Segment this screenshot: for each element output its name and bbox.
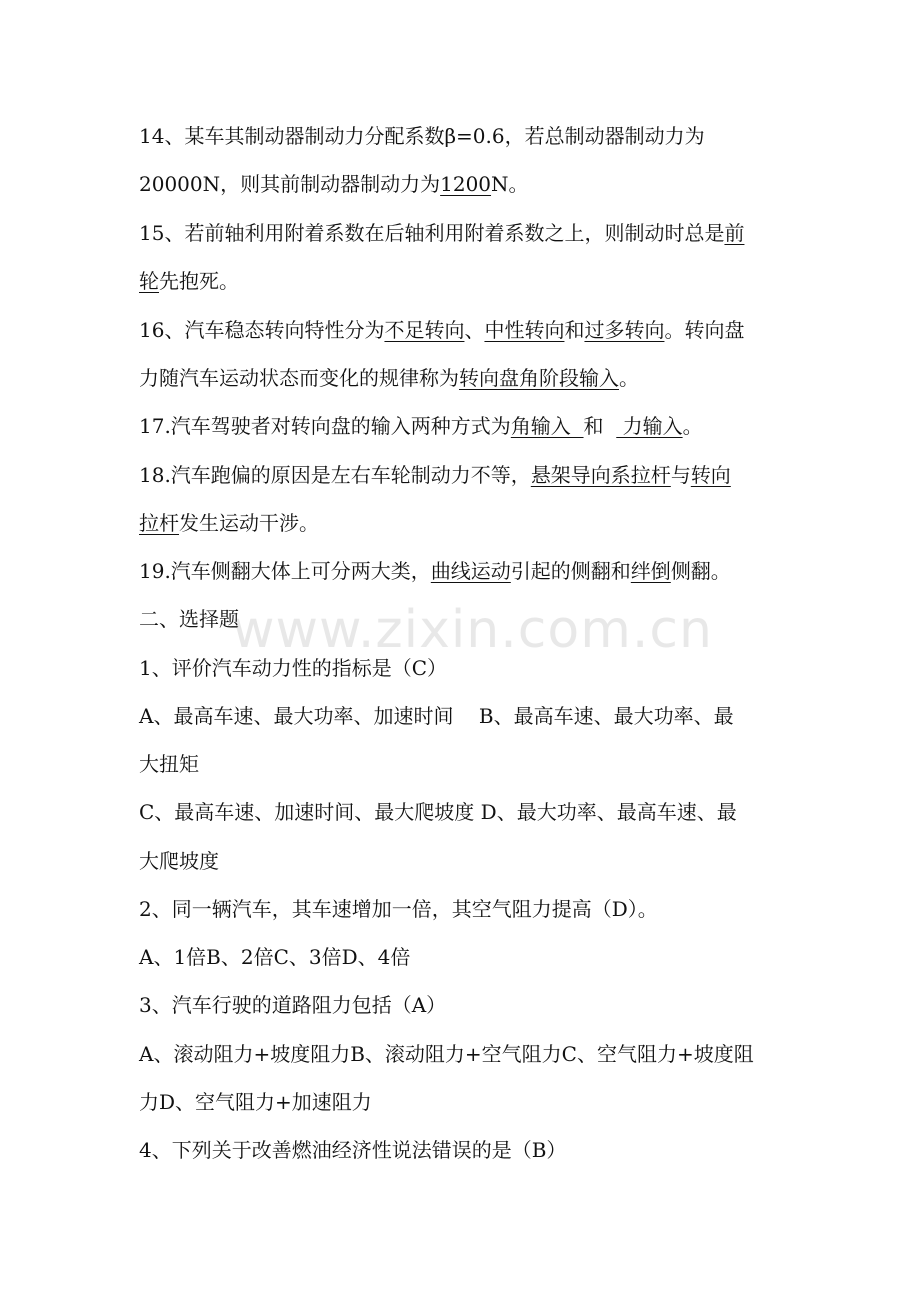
answer-blank: 绊倒	[630, 559, 671, 583]
answer-blank: 转向	[690, 463, 731, 487]
choice-question-3: 3、汽车行驶的道路阻力包括（A）	[139, 993, 447, 1017]
answer-blank: 力输入	[616, 414, 683, 438]
answer-blank: 1200	[440, 172, 492, 196]
choice-options-3b: 力D、空气阻力+加速阻力	[139, 1090, 372, 1114]
answer-blank: 中性转向	[484, 318, 565, 342]
q18-line-1: 18.汽车跑偏的原因是左右车轮制动力不等，悬架导向系拉杆与转向	[139, 463, 731, 487]
q18-line-2: 拉杆发生运动干涉。	[139, 511, 319, 535]
section-heading: 二、选择题	[139, 607, 239, 631]
choice-options-3a: A、滚动阻力+坡度阻力B、滚动阻力+空气阻力C、空气阻力+坡度阻	[139, 1042, 754, 1066]
q16-line-1: 16、汽车稳态转向特性分为不足转向、中性转向和过多转向。转向盘	[139, 318, 745, 342]
choice-options-1b: 大扭矩	[139, 752, 199, 776]
answer-blank: 角输入	[510, 414, 584, 438]
choice-question-2: 2、同一辆汽车，其车速增加一倍，其空气阻力提高（D）。	[139, 897, 658, 921]
answer-blank: 过多转向	[584, 318, 665, 342]
choice-options-1d: 大爬坡度	[139, 849, 219, 873]
q17-line: 17.汽车驾驶者对转向盘的输入两种方式为角输入 和 力输入。	[139, 414, 703, 438]
watermark: www.zixin.com.cn	[232, 600, 713, 660]
q14-line-2: 20000N，则其前制动器制动力为1200N。	[139, 172, 529, 196]
choice-options-1a: A、最高车速、最大功率、加速时间 B、最高车速、最大功率、最	[139, 704, 734, 728]
answer-blank: 轮	[139, 269, 159, 293]
answer-blank: 不足转向	[384, 318, 465, 342]
choice-question-1: 1、评价汽车动力性的指标是（C）	[139, 656, 448, 680]
choice-question-4: 4、下列关于改善燃油经济性说法错误的是（B）	[139, 1138, 567, 1162]
choice-options-1c: C、最高车速、加速时间、最大爬坡度 D、最大功率、最高车速、最	[139, 800, 737, 824]
answer-blank: 转向盘角阶段输入	[459, 366, 619, 390]
q15-line-2: 轮先抱死。	[139, 269, 239, 293]
q14-line-1: 14、某车其制动器制动力分配系数β=0.6，若总制动器制动力为	[139, 124, 705, 148]
answer-blank: 曲线运动	[430, 559, 511, 583]
q16-line-2: 力随汽车运动状态而变化的规律称为转向盘角阶段输入。	[139, 366, 639, 390]
choice-options-2: A、1倍B、2倍C、3倍D、4倍	[139, 945, 411, 969]
q15-line-1: 15、若前轴利用附着系数在后轴利用附着系数之上，则制动时总是前	[139, 221, 745, 245]
answer-blank: 悬架导向系拉杆	[530, 463, 671, 487]
answer-blank: 前	[724, 221, 745, 245]
q19-line: 19.汽车侧翻大体上可分两大类，曲线运动引起的侧翻和绊倒侧翻。	[139, 559, 731, 583]
answer-blank: 拉杆	[139, 511, 179, 535]
